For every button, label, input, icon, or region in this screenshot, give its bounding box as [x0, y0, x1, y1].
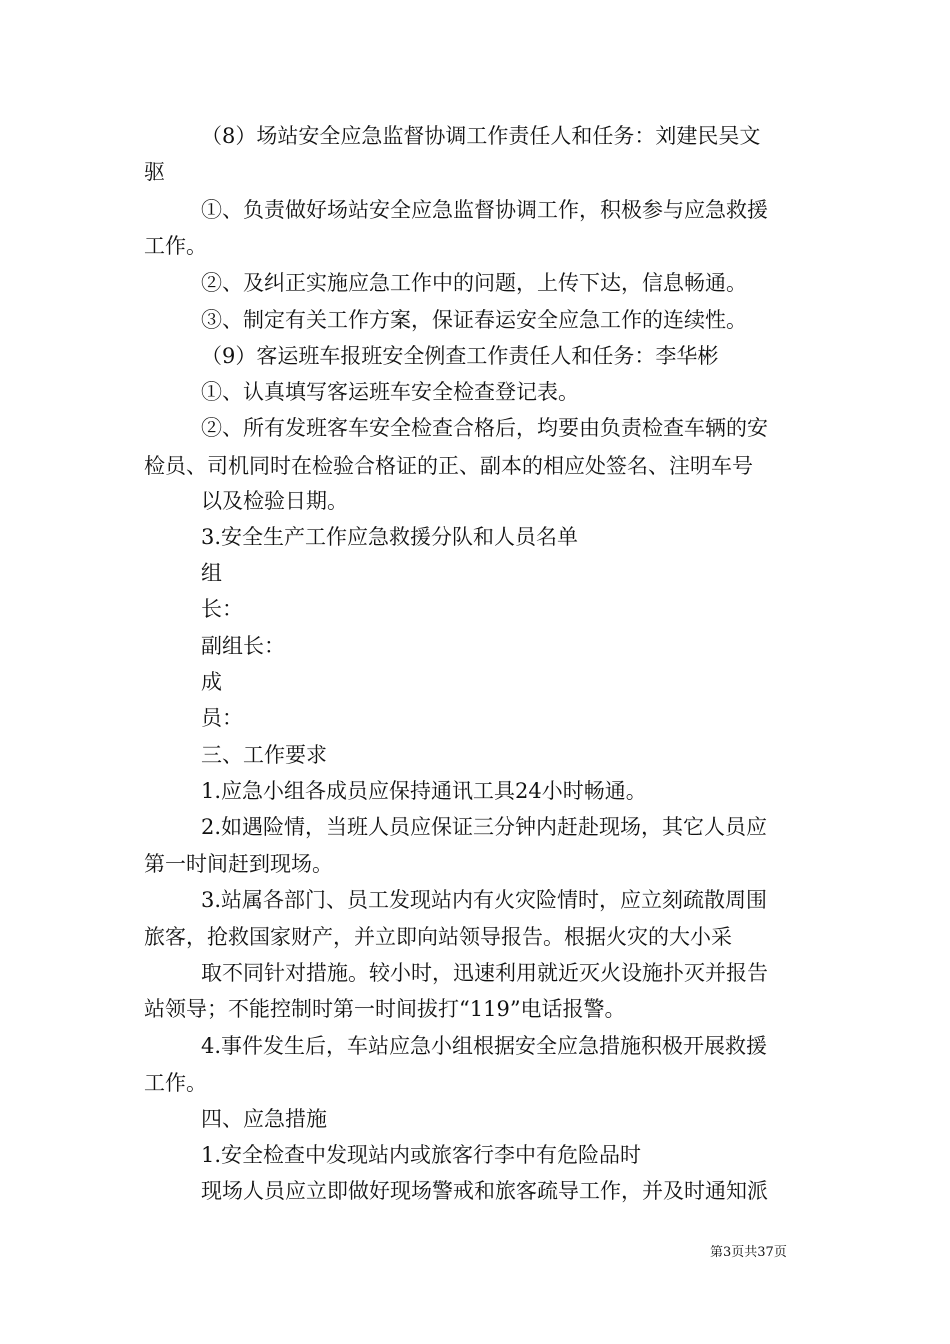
text-line: 组: [201, 561, 222, 585]
page-number: 第3页共37页: [710, 1245, 787, 1260]
text-line: 长：: [201, 597, 243, 621]
text-line: 驱: [144, 160, 165, 184]
text-line: 检员、司机同时在检验合格证的正、副本的相应处签名、注明车号: [144, 454, 753, 478]
text-line: 第一时间赶到现场。: [144, 852, 333, 876]
text-line: ①、认真填写客运班车安全检查登记表。: [201, 380, 579, 404]
text-line: 2.如遇险情，当班人员应保证三分钟内赶赴现场，其它人员应: [201, 815, 768, 839]
text-line: 现场人员应立即做好现场警戒和旅客疏导工作，并及时通知派: [201, 1179, 768, 1203]
text-line: 3.安全生产工作应急救援分队和人员名单: [201, 525, 579, 549]
text-line: ③、制定有关工作方案，保证春运安全应急工作的连续性。: [201, 308, 747, 332]
text-line: 4.事件发生后，车站应急小组根据安全应急措施积极开展救援: [201, 1034, 768, 1058]
text-line: 工作。: [144, 234, 207, 258]
text-line: （9）客运班车报班安全例查工作责任人和任务：李华彬: [201, 344, 719, 368]
text-line: ②、及纠正实施应急工作中的问题，上传下达，信息畅通。: [201, 271, 747, 295]
text-line: 四、应急措施: [201, 1107, 327, 1131]
text-line: （8）场站安全应急监督协调工作责任人和任务：刘建民吴文: [201, 124, 761, 148]
text-line: 副组长：: [201, 634, 285, 658]
text-line: 以及检验日期。: [201, 489, 348, 513]
text-line: 1.应急小组各成员应保持通讯工具24小时畅通。: [201, 779, 647, 803]
text-line: 站领导；不能控制时第一时间拔打“119”电话报警。: [144, 997, 626, 1021]
text-line: 成: [201, 670, 222, 694]
text-line: 1.安全检查中发现站内或旅客行李中有危险品时: [201, 1143, 642, 1167]
text-line: 旅客，抢救国家财产，并立即向站领导报告。根据火灾的大小采: [144, 925, 732, 949]
text-line: ①、负责做好场站安全应急监督协调工作，积极参与应急救援: [201, 198, 768, 222]
text-line: 三、工作要求: [201, 743, 327, 767]
text-line: 取不同针对措施。较小时，迅速利用就近灭火设施扑灭并报告: [201, 961, 768, 985]
text-line: 员：: [201, 706, 243, 730]
text-line: ②、所有发班客车安全检查合格后，均要由负责检查车辆的安: [201, 416, 768, 440]
text-line: 3.站属各部门、员工发现站内有火灾险情时，应立刻疏散周围: [201, 888, 768, 912]
text-line: 工作。: [144, 1071, 207, 1095]
